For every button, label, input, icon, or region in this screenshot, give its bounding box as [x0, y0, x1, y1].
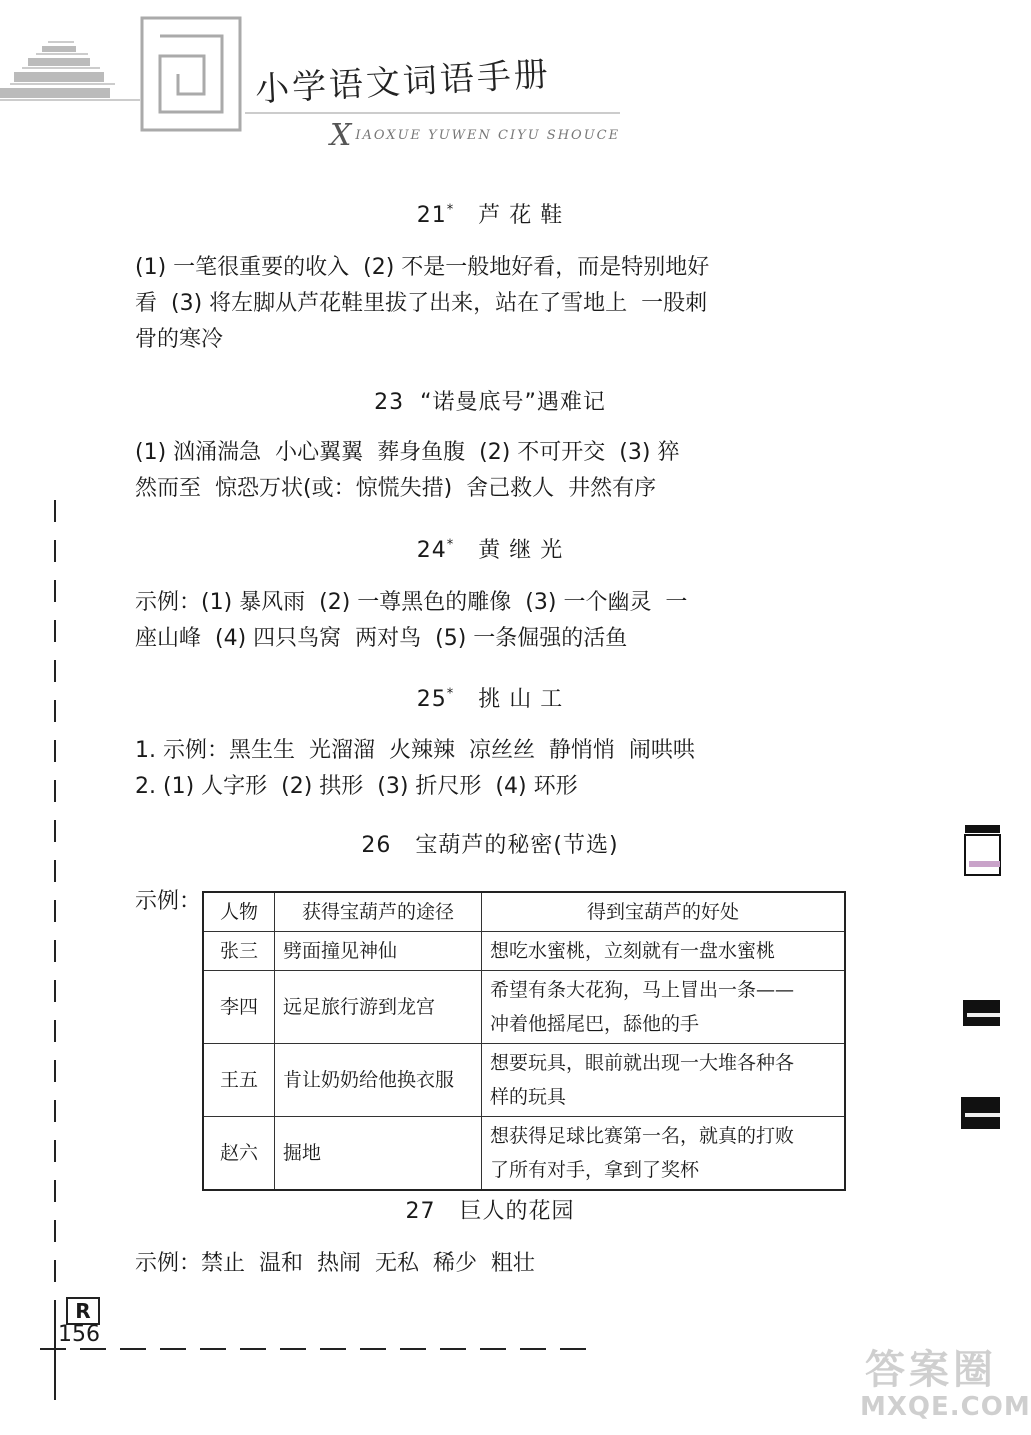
way-cell: 远足旅行游到龙宫 — [275, 971, 482, 1044]
section-number: 23 — [374, 390, 405, 415]
way-cell: 肯让奶奶给他换衣服 — [275, 1044, 482, 1117]
section-25-body — [135, 733, 850, 805]
book-subtitle — [330, 118, 620, 153]
benefit-cell: 希望有条大花狗，马上冒出一条—— 冲着他摇尾巴，舔他的手 — [482, 971, 846, 1044]
watermark-url: MXQE.COM — [860, 1392, 1031, 1422]
column-header: 得到宝葫芦的好处 — [482, 892, 846, 932]
benefit-cell: 想获得足球比赛第一名，就真的打败 了所有对手，拿到了奖杯 — [482, 1117, 846, 1191]
text-line: 1. 示例：黑生生 光溜溜 火辣辣 凉丝丝 静悄悄 闹哄哄 — [135, 738, 695, 763]
way-cell: 掘地 — [275, 1117, 482, 1191]
optional-mark: * — [446, 202, 455, 218]
table-row — [203, 1117, 845, 1191]
section-24-body — [135, 585, 850, 657]
section-23-body — [135, 435, 850, 507]
column-header: 获得宝葫芦的途径 — [275, 892, 482, 932]
text-line: (1) 一笔很重要的收入 (2) 不是一般地好看，而是特别地好 — [135, 255, 710, 280]
text-line: 示例：(1) 暴风雨 (2) 一尊黑色的雕像 (3) 一个幽灵 一 — [135, 590, 688, 615]
subtitle-initial: X — [330, 118, 354, 153]
section-21-title — [135, 198, 845, 229]
text-line: (1) 汹涌湍急 小心翼翼 葬身鱼腹 (2) 不可开交 (3) 猝 — [135, 440, 680, 465]
watermark-logo: 答案圈 — [865, 1347, 997, 1393]
benefit-cell: 想要玩具，眼前就出现一大堆各种各 样的玩具 — [482, 1044, 846, 1117]
text-line: 然而至 惊恐万状(或：惊慌失措) 舍己救人 井然有序 — [135, 476, 657, 501]
section-number: 27 — [405, 1199, 436, 1224]
subtitle-rest: IAOXUE YUWEN CIYU SHOUCE — [355, 128, 621, 143]
person-cell: 赵六 — [203, 1117, 275, 1191]
section-27-title — [135, 1194, 845, 1225]
footer-dashed-line — [40, 1348, 600, 1350]
person-cell: 张三 — [203, 932, 275, 971]
benefit-cell: 想吃水蜜桃，立刻就有一盘水蜜桃 — [482, 932, 846, 971]
section-heading: “诺曼底号”遇难记 — [420, 390, 606, 415]
margin-cut-line — [52, 500, 58, 1400]
section-24-title — [135, 533, 845, 564]
section-number: 24 — [416, 538, 447, 563]
text-line: 骨的寒冷 — [135, 327, 224, 352]
table-row — [203, 971, 845, 1044]
section-26-title — [135, 828, 845, 859]
section-number: 21 — [416, 203, 447, 228]
section-number: 25 — [416, 687, 447, 712]
section-23-title — [135, 385, 845, 416]
section-heading: 芦 花 鞋 — [478, 203, 564, 228]
section-number: 26 — [361, 833, 392, 858]
way-cell: 劈面撞见神仙 — [275, 932, 482, 971]
book-title: 小学语文词语手册 — [254, 54, 552, 110]
section-heading: 黄 继 光 — [478, 538, 564, 563]
section-heading: 巨人的花园 — [459, 1199, 575, 1224]
gourd-table — [202, 891, 846, 1191]
table-row — [203, 932, 845, 971]
section-27-body — [135, 1246, 850, 1282]
section-heading: 宝葫芦的秘密(节选) — [415, 833, 619, 858]
text-line: 看 (3) 将左脚从芦花鞋里拔了出来，站在了雪地上 一股刺 — [135, 291, 708, 316]
text-line: 2. (1) 人字形 (2) 拱形 (3) 折尺形 (4) 环形 — [135, 774, 578, 799]
column-header: 人物 — [203, 892, 275, 932]
table-row — [203, 1044, 845, 1117]
page-number: 156 — [58, 1322, 100, 1347]
section-21-body — [135, 250, 850, 358]
person-cell: 王五 — [203, 1044, 275, 1117]
text-line: 示例：禁止 温和 热闹 无私 稀少 粗壮 — [135, 1251, 535, 1276]
table-header-row — [203, 892, 845, 932]
optional-mark: * — [446, 686, 455, 702]
section-25-title — [135, 682, 845, 713]
edge-tabs — [955, 825, 1000, 1145]
person-cell: 李四 — [203, 971, 275, 1044]
table-label: 示例： — [135, 889, 202, 914]
optional-mark: * — [446, 537, 455, 553]
section-heading: 挑 山 工 — [478, 687, 564, 712]
text-line: 座山峰 (4) 四只鸟窝 两对鸟 (5) 一条倔强的活鱼 — [135, 626, 628, 651]
edition-badge: R — [66, 1297, 100, 1325]
